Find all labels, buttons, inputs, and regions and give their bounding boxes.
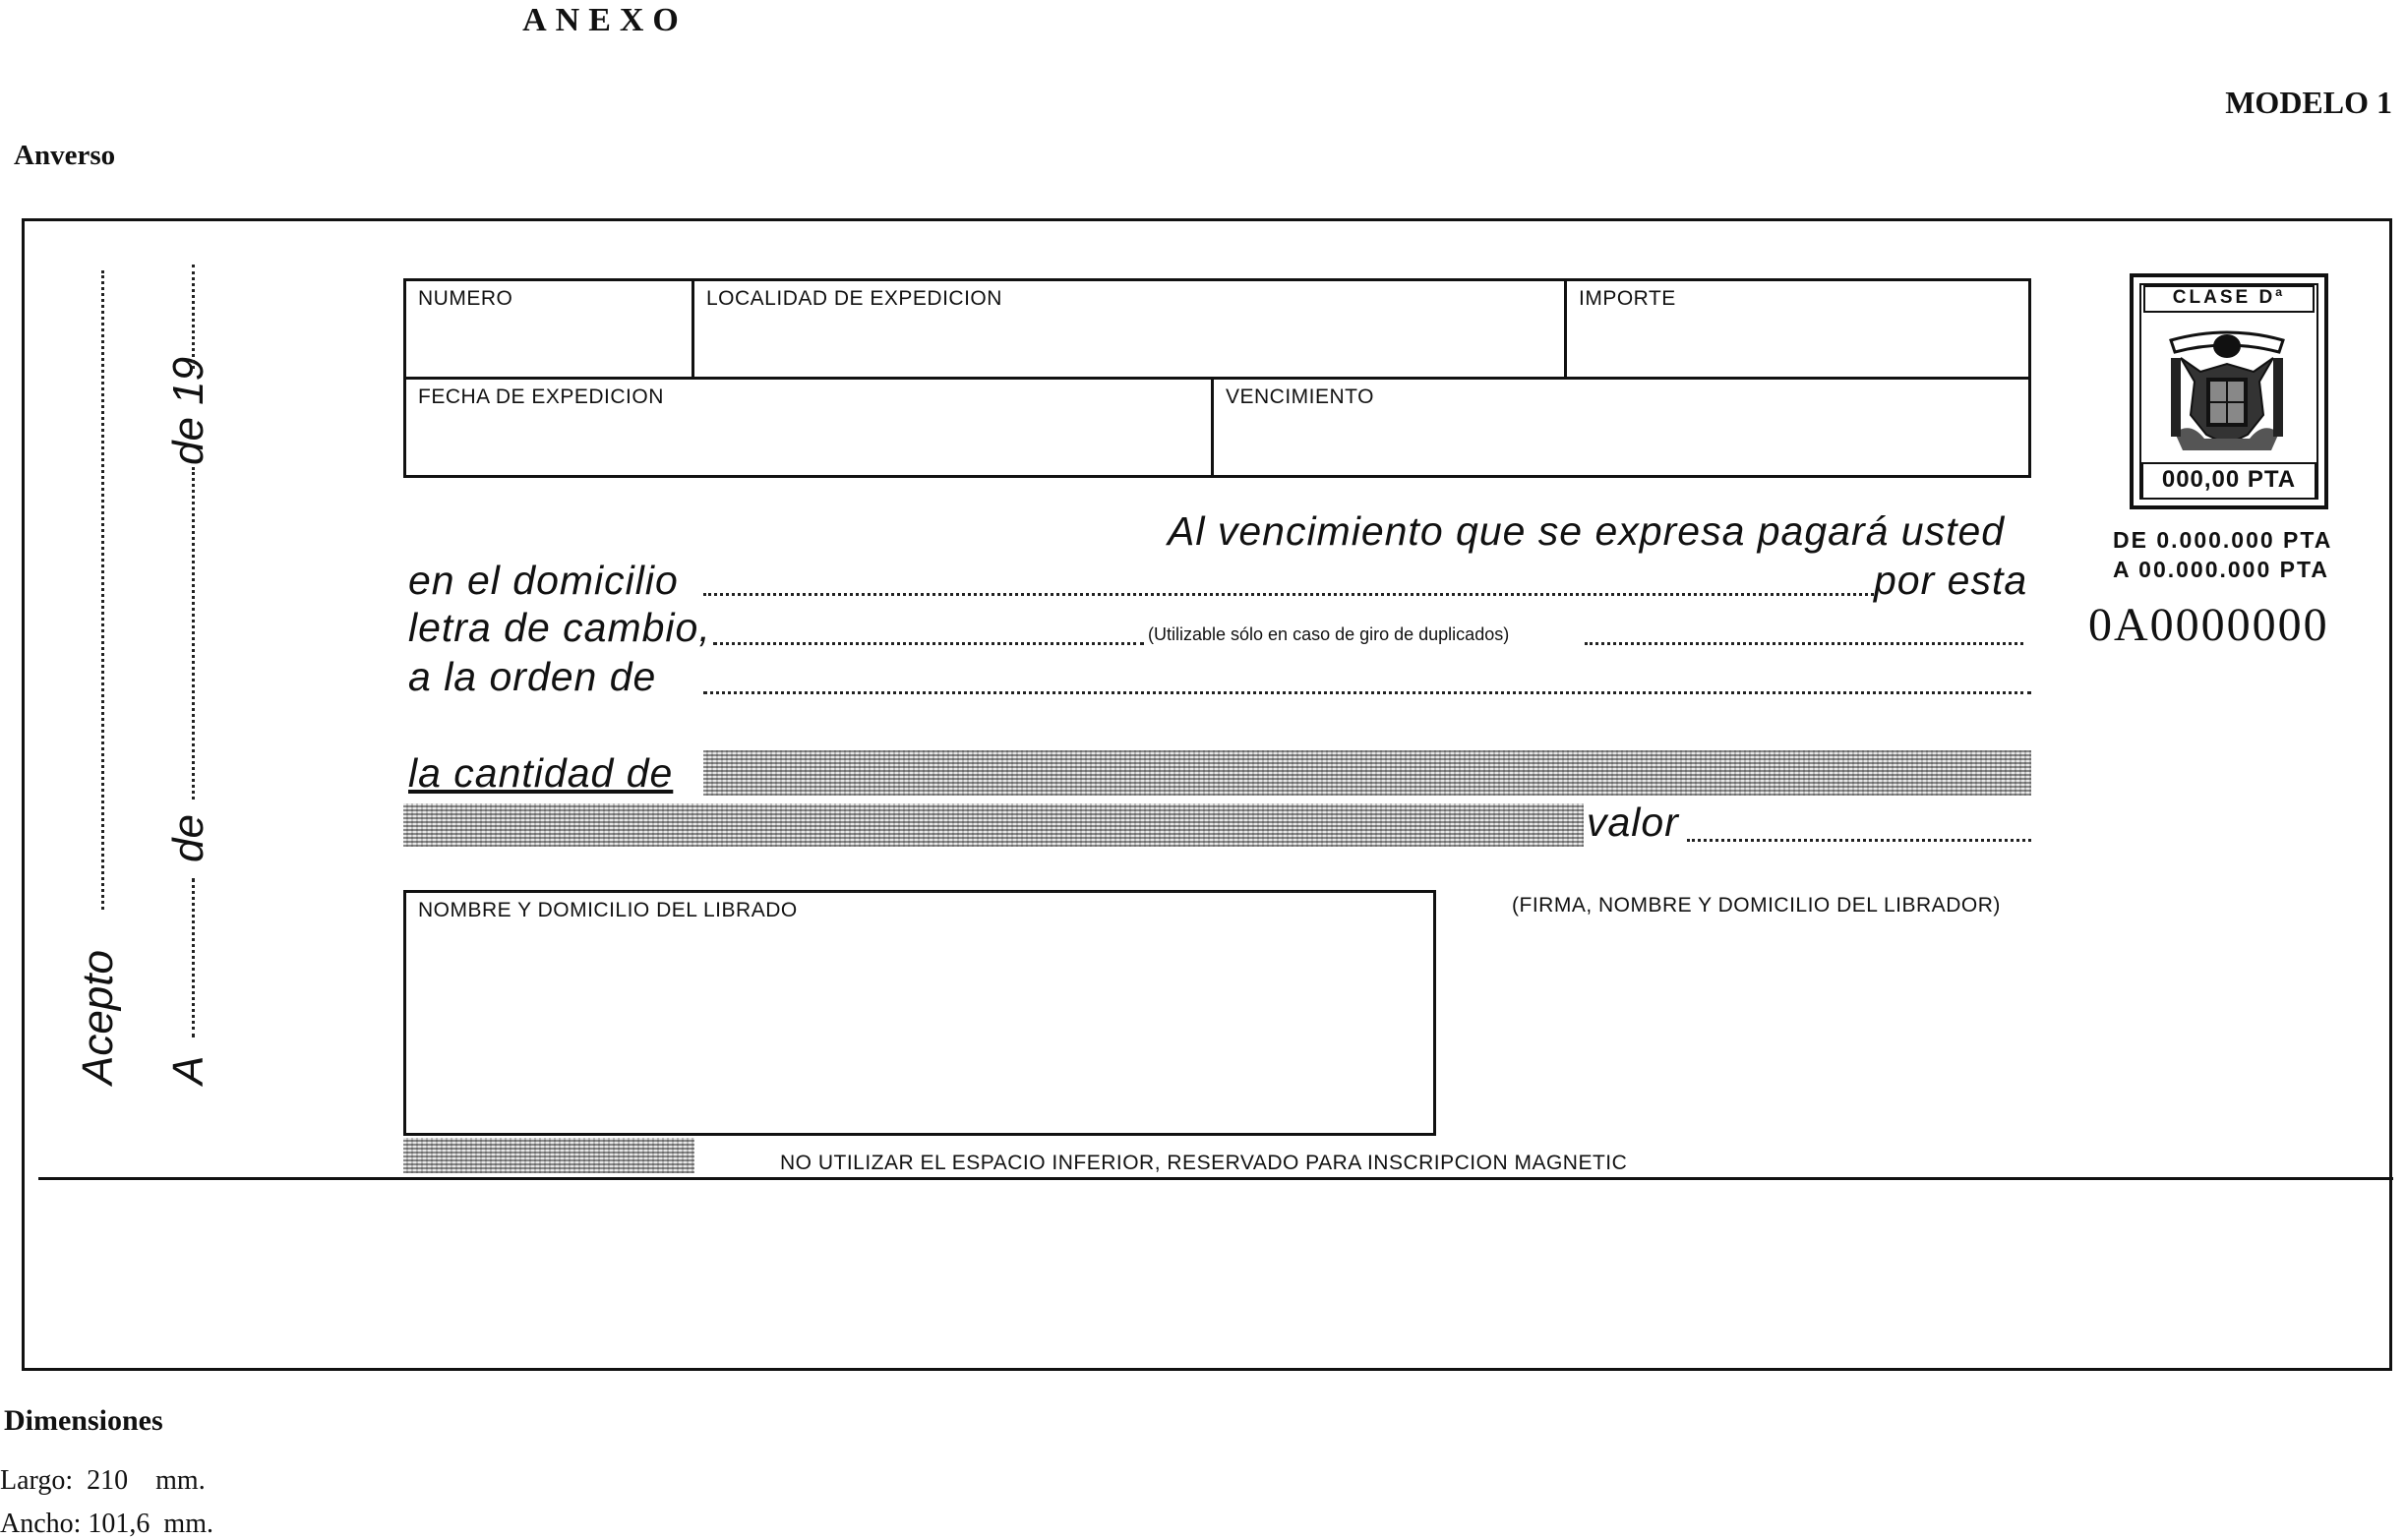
- acepto-label: Acepto: [74, 950, 122, 1085]
- numero-label: NUMERO: [418, 287, 513, 310]
- domicilio-label: en el domicilio: [408, 558, 679, 603]
- duplicados-note: (Utilizable sólo en caso de giro de duplicados): [1148, 624, 1510, 644]
- payment-line: Al vencimiento que se expresa pagará usted: [1168, 508, 2006, 554]
- acepto-dotted-line: [101, 270, 104, 910]
- letra-label: letra de cambio,: [408, 605, 711, 650]
- letra-dotted-line-left[interactable]: [713, 642, 1144, 645]
- cantidad-security-pattern-2[interactable]: [403, 803, 1584, 847]
- fecha-box[interactable]: [403, 377, 1214, 478]
- a-dotted-line: [192, 878, 195, 1037]
- librado-label: NOMBRE Y DOMICILIO DEL LIBRADO: [418, 899, 798, 921]
- firma-librador-label: (FIRMA, NOMBRE Y DOMICILIO DEL LIBRADOR): [1512, 894, 2001, 917]
- serial-number: 0A0000000: [2088, 599, 2329, 651]
- a-label: A: [164, 1055, 212, 1085]
- librado-box[interactable]: [403, 890, 1436, 1136]
- numero-box[interactable]: [403, 278, 694, 380]
- magnetic-line: [38, 1177, 2393, 1180]
- stamp-value-label: 000,00 PTA: [2141, 462, 2316, 500]
- stamp-class-label: CLASE Dª: [2143, 285, 2315, 313]
- model-label: MODELO 1: [2225, 85, 2392, 120]
- importe-label: IMPORTE: [1579, 287, 1676, 310]
- vencimiento-label: VENCIMIENTO: [1226, 385, 1374, 408]
- revenue-stamp: [2130, 273, 2328, 509]
- magnetic-notice: NO UTILIZAR EL ESPACIO INFERIOR, RESERVADO PARA INSCRIPCION MAGNETIC: [780, 1152, 1628, 1174]
- date-dotted-line: [192, 467, 195, 800]
- page-title: ANEXO: [522, 2, 688, 38]
- year-dotted-line: [192, 265, 195, 369]
- domicilio-dotted-line[interactable]: [703, 593, 1874, 596]
- coat-of-arms-icon: [2161, 319, 2293, 456]
- localidad-label: LOCALIDAD DE EXPEDICION: [706, 287, 1002, 310]
- magnetic-security-pattern: [403, 1138, 694, 1173]
- side-label: Anverso: [14, 140, 116, 171]
- cantidad-security-pattern[interactable]: [703, 750, 2031, 796]
- bill-of-exchange-form: [22, 218, 2392, 1371]
- localidad-box[interactable]: [692, 278, 1567, 380]
- range-from: DE 0.000.000 PTA: [2113, 527, 2333, 553]
- letra-dotted-line-right[interactable]: [1585, 642, 2023, 645]
- orden-label: a la orden de: [408, 654, 657, 699]
- importe-box[interactable]: [1564, 278, 2031, 380]
- de-19-label: de 19: [164, 356, 212, 465]
- dimension-largo: Largo: 210 mm.: [0, 1465, 206, 1496]
- cantidad-label: la cantidad de: [408, 750, 674, 796]
- dimension-ancho: Ancho: 101,6 mm.: [0, 1509, 213, 1539]
- range-to: A 00.000.000 PTA: [2113, 557, 2329, 582]
- valor-dotted-line[interactable]: [1687, 839, 2031, 842]
- de-label: de: [164, 814, 212, 862]
- fecha-label: FECHA DE EXPEDICION: [418, 385, 664, 408]
- por-esta-label: por esta: [1874, 558, 2028, 603]
- orden-dotted-line[interactable]: [703, 691, 2031, 694]
- vencimiento-box[interactable]: [1211, 377, 2031, 478]
- dimensions-title: Dimensiones: [4, 1404, 163, 1437]
- valor-label: valor: [1587, 800, 1679, 845]
